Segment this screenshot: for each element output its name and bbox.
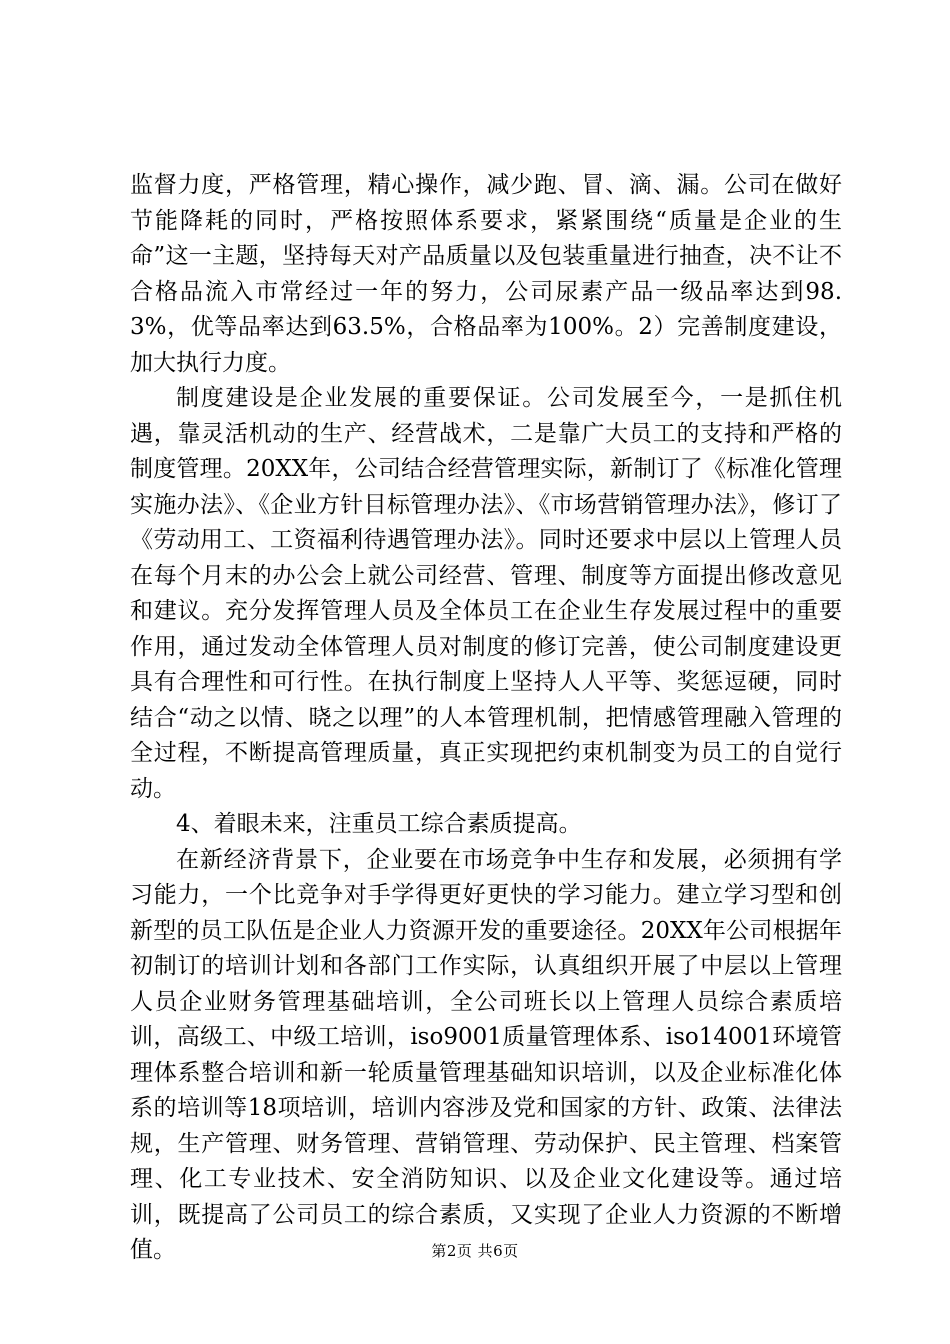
paragraph-staff-training: 在新经济背景下，企业要在市场竞争中生存和发展，必须拥有学习能力，一个比竞争对手学得更好更快的学习能力。建立学习型和创新型的员工队伍是企业人力资源开发的重要途径。20XX年公司根据年初制订的培训计划和各部门工作实际，认真组织开展了中层以上管理人员企业财务管理基础培训，全公司班长以上管理人员综合素质培训，高级工、中级工培训，iso9001质量管理体系、iso14001环境管理体系整合培训和新一轮质量管理基础知识培训，以及企业标准化体系的培训等18项培训，培训内容涉及党和国家的方针、政策、法律法规，生产管理、财务管理、营销管理、劳动保护、民主管理、档案管理、化工专业技术、安全消防知识、以及企业文化建设等。通过培训，既提高了公司员工的综合素质，又实现了企业人力资源的不断增值。 [130,846,842,1263]
paragraph-system-building: 制度建设是企业发展的重要保证。公司发展至今，一是抓住机遇，靠灵活机动的生产、经营战术，二是靠广大员工的支持和严格的制度管理。20XX年，公司结合经营管理实际，新制订了《标准化管理实施办法》、《企业方针目标管理办法》、《市场营销管理办法》，修订了《劳动用工、工资福利待遇管理办法》。同时还要求中层以上管理人员在每个月末的办公会上就公司经营、管理、制度等方面提出修改意见和建议。充分发挥管理人员及全体员工在企业生存发展过程中的重要作用，通过发动全体管理人员对制度的修订完善，使公司制度建设更具有合理性和可行性。在执行制度上坚持人人平等、奖惩逗硬，同时结合“动之以情、晓之以理”的人本管理机制，把情感管理融入管理的全过程，不断提高管理质量，真正实现把约束机制变为员工的自觉行动。 [130,385,842,802]
document-body [130,168,842,1269]
paragraph-quality-control: 监督力度，严格管理，精心操作，减少跑、冒、滴、漏。公司在做好节能降耗的同时，严格按照体系要求，紧紧围绕“质量是企业的生命”这一主题，坚持每天对产品质量以及包装重量进行抽查，决不让不合格品流入市常经过一年的努力，公司尿素产品一级品率达到98.3%，优等品率达到63.5%，合格品率为100%。2）完善制度建设，加大执行力度。 [130,172,842,376]
page-number-footer: 第2页 共6页 [431,1242,519,1260]
section-heading-staff-quality: 4、着眼未来，注重员工综合素质提高。 [176,811,582,837]
